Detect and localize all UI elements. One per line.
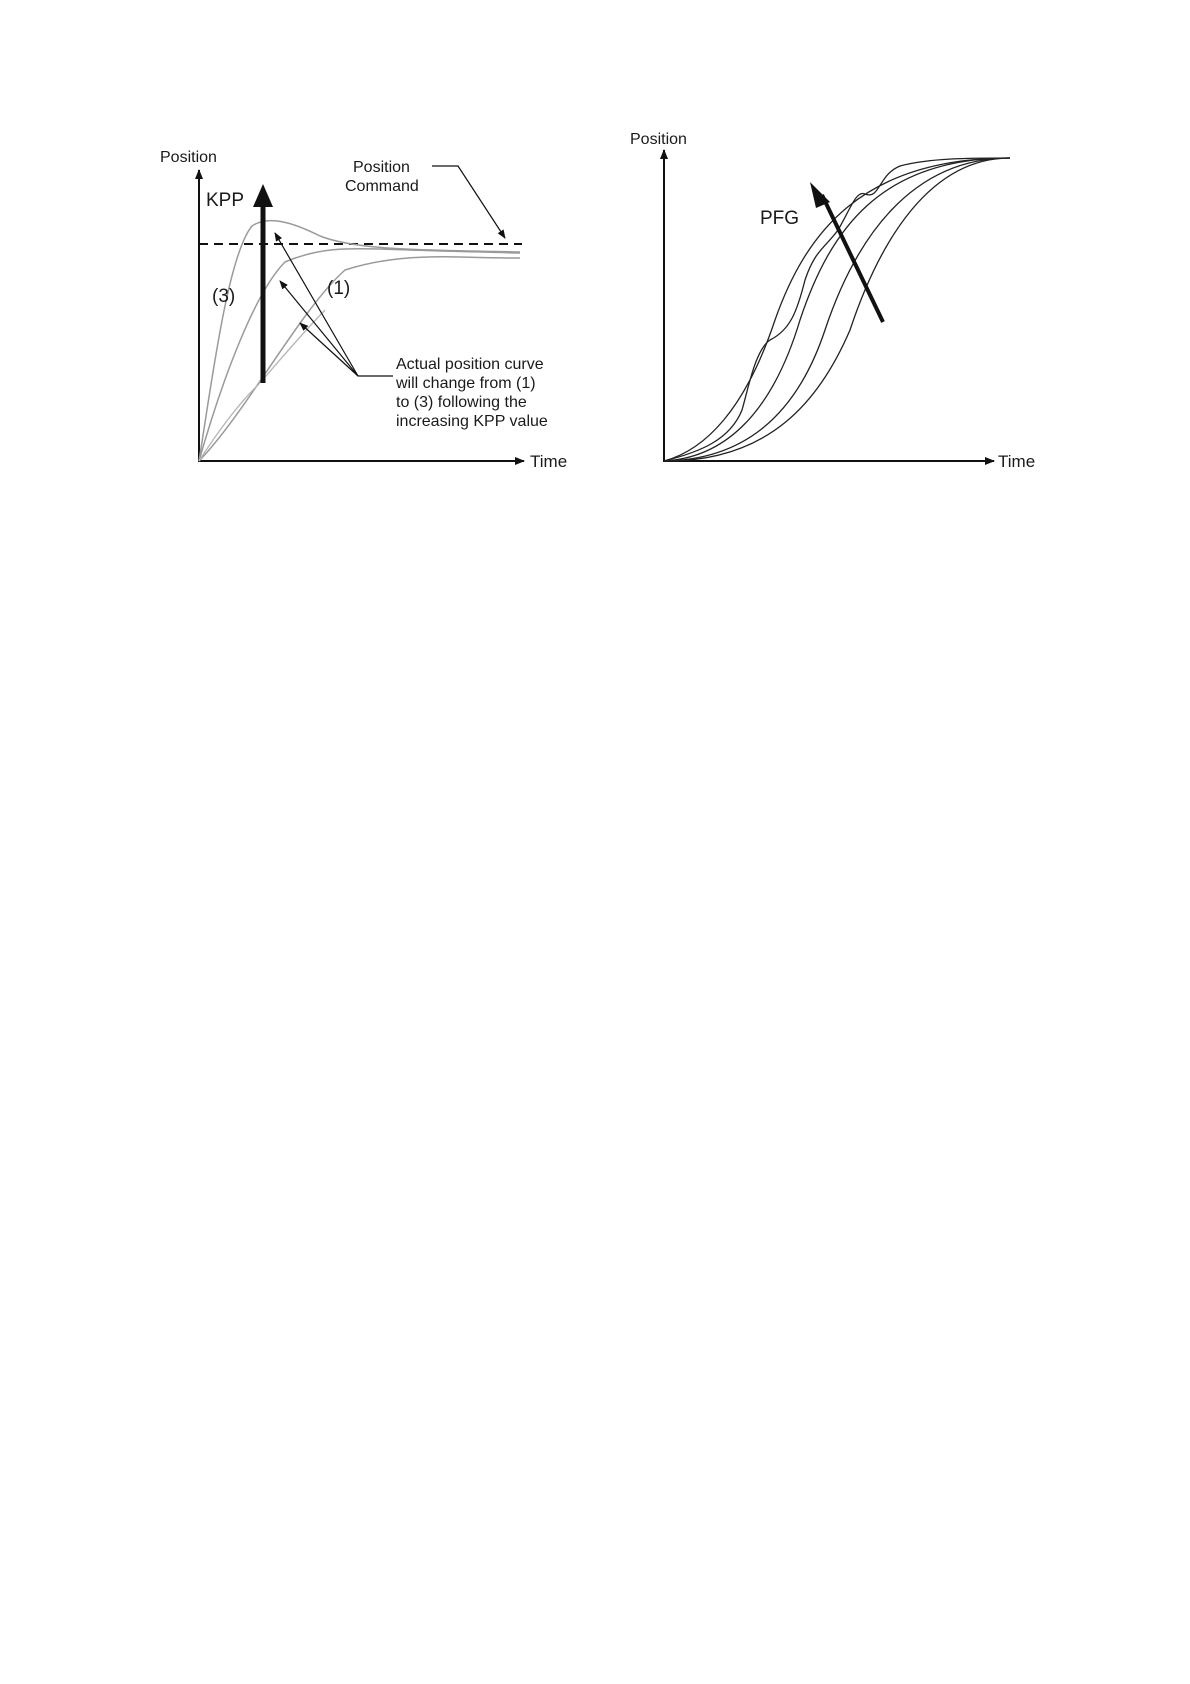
note-line-3: to (3) following the (396, 394, 527, 411)
right-y-axis-label: Position (630, 131, 687, 148)
pfg-gain-arrow (822, 195, 883, 322)
pfg-label: PFG (760, 208, 800, 229)
note-line-4: increasing KPP value (396, 413, 548, 430)
command-leader-line (432, 166, 505, 238)
kpp-gain-arrow-head (253, 184, 273, 207)
pfg-curve-5 (664, 158, 1010, 461)
note-leader-3 (300, 323, 358, 376)
pfg-curve-3 (664, 158, 1010, 461)
command-label-line1: Position (353, 159, 410, 176)
left-x-axis-label: Time (530, 452, 568, 471)
right-x-axis-label: Time (998, 452, 1036, 471)
kpp-chart (160, 149, 567, 471)
pfg-curve-1 (664, 158, 1010, 461)
kpp-label: KPP (206, 190, 245, 211)
note-leader-1 (275, 233, 358, 376)
pfg-curve-2 (664, 158, 1010, 461)
note-line-1: Actual position curve (396, 356, 544, 373)
curve-label-3: (3) (212, 286, 236, 307)
left-y-axis-label: Position (160, 149, 217, 166)
note-line-2: will change from (1) (396, 375, 536, 392)
command-label-line2: Command (345, 178, 419, 195)
pfg-chart (630, 131, 1035, 471)
curve-label-1: (1) (327, 278, 351, 299)
pfg-curve-4 (664, 158, 1010, 461)
